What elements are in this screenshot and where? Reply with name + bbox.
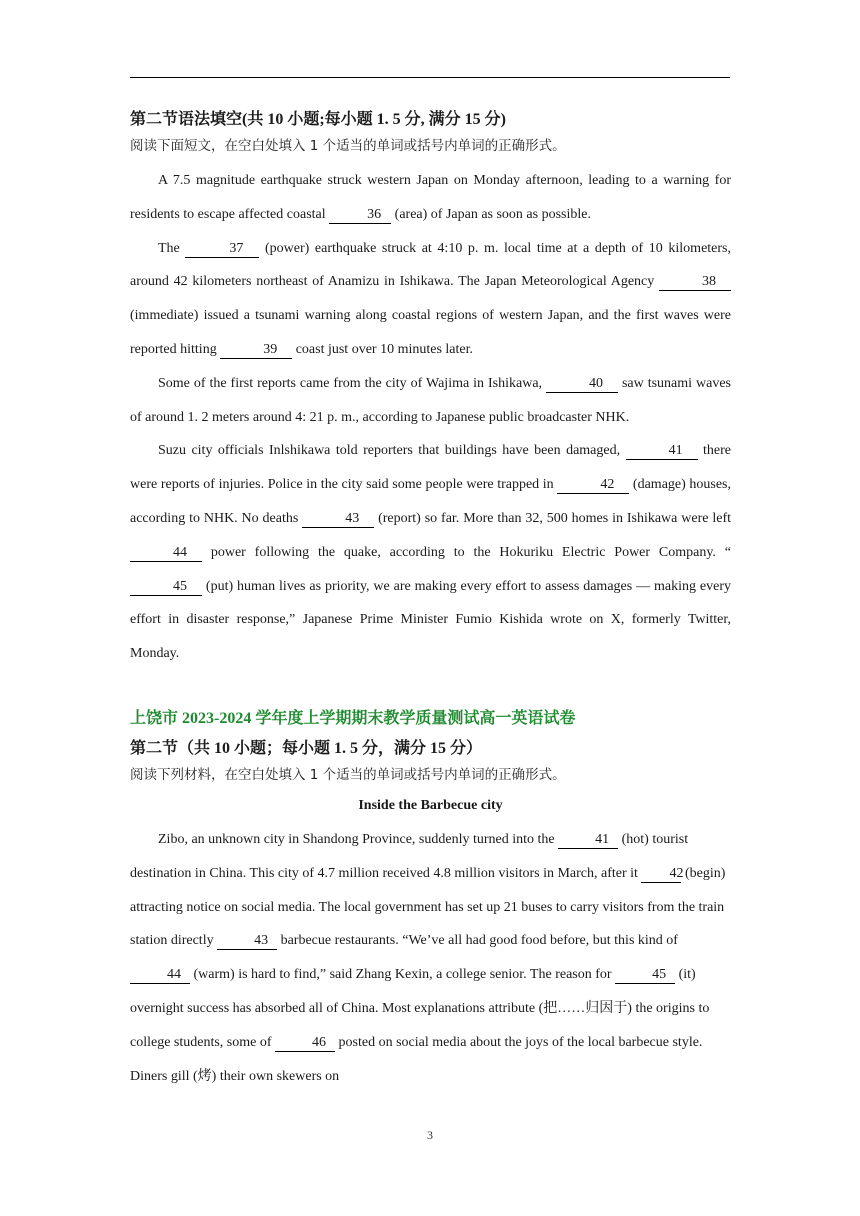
section1-paragraph: [130, 164, 731, 232]
section1-paragraph: [130, 434, 731, 671]
blank-40[interactable]: 40: [546, 376, 618, 393]
blank-46[interactable]: 46: [275, 1035, 335, 1052]
top-rule: [130, 77, 730, 78]
text: Suzu city officials Inlshikawa told reporters that buildings have been damaged,: [158, 443, 626, 459]
text: (immediate) issued a tsunami warning along coastal regions of western Japan, and the first waves were reported hitting: [130, 308, 731, 357]
blank-42[interactable]: 42: [557, 477, 629, 494]
text: there were reports of injuries. Police in the city said some people were trapped in: [130, 443, 731, 493]
text: coast just over 10 minutes later.: [292, 341, 473, 357]
text: (put) human lives as priority, we are making every effort to assess damages — making every effort in disaster response,” Japanese Prime Minister Fumio Kishida wrote on X, formerly Twitter, Monday.: [130, 578, 731, 662]
blank-45[interactable]: 45: [130, 579, 202, 596]
blank-37[interactable]: 37: [185, 241, 259, 258]
passage-title: Inside the Barbecue city: [358, 797, 503, 813]
blank-42[interactable]: 42: [641, 866, 681, 883]
section1-instruction: 阅读下面短文，在空白处填入 1 个适当的单词或括号内单词的正确形式。: [130, 138, 566, 154]
text: posted on social media about the joys of the local barbecue style. Diners gill (烤) their own skewers on: [130, 1034, 703, 1084]
section1-paragraph: [130, 367, 731, 435]
blank-43[interactable]: 43: [302, 511, 374, 528]
section2-paragraph: [130, 823, 731, 1093]
text: power following the quake, according to the Hokuriku Electric Power Company. “: [202, 544, 731, 560]
text: (begin) attracting notice on social media. The local government has set up 21 buses to carry visitors from the train station directly: [130, 865, 726, 949]
text: (damage) houses, according to NHK. No deaths: [130, 477, 732, 526]
page-content: [130, 102, 731, 1093]
text: Zibo, an unknown city in Shandong Province, suddenly turned into the: [158, 831, 559, 847]
section1-title: 第二节语法填空(共 10 小题;每小题 1. 5 分, 满分 15 分): [130, 111, 506, 128]
text: (it) overnight success has absorbed all of China. Most explanations attribute (把……归因于) the origins to college students, some of: [130, 967, 710, 1050]
blank-41[interactable]: 41: [626, 443, 698, 460]
section2-source: 上饶市 2023-2024 学年度上学期期末教学质量测试高一英语试卷: [130, 709, 576, 727]
section2-instruction: 阅读下列材料，在空白处填入 1 个适当的单词或括号内单词的正确形式。: [130, 766, 566, 783]
blank-45[interactable]: 45: [615, 967, 675, 984]
text: A 7.5 magnitude earthquake struck western Japan on Monday afternoon, leading to a warning for residents to escape affected coastal: [130, 173, 731, 222]
blank-44[interactable]: 44: [130, 545, 202, 562]
section1-paragraph: [130, 232, 731, 367]
page-number: 3: [427, 1128, 433, 1142]
text: (warm) is hard to find,” said Zhang Kexin, a college senior. The reason for: [190, 967, 616, 983]
blank-38[interactable]: 38: [659, 274, 731, 291]
text: (power) earthquake struck at 4:10 p. m. local time at a depth of 10 kilometers, around 42 kilometers northeast of Anamizu in Ishikawa. The Japan Meteorological Agency: [130, 240, 731, 290]
text: (area) of Japan as soon as possible.: [391, 206, 591, 222]
blank-39[interactable]: 39: [220, 342, 292, 359]
text: (report) so far. More than 32, 500 homes in Ishikawa were left: [374, 510, 731, 526]
blank-44[interactable]: 44: [130, 967, 190, 984]
blank-36[interactable]: 36: [329, 207, 391, 224]
text: (hot) tourist destination in China. This city of 4.7 million received 4.8 million visitors in March, after it: [130, 831, 689, 881]
section2-title: 第二节（共 10 小题；每小题 1. 5 分，满分 15 分）: [130, 739, 483, 757]
blank-43[interactable]: 43: [217, 933, 277, 950]
text: The: [158, 240, 186, 256]
text: barbecue restaurants. “We’ve all had good food before, but this kind of: [277, 933, 678, 949]
blank-41[interactable]: 41: [558, 832, 618, 849]
text: saw tsunami waves of around 1. 2 meters around 4: 21 p. m., according to Japanese public broadcaster NHK.: [130, 375, 732, 425]
text: Some of the first reports came from the city of Wajima in Ishikawa,: [158, 375, 547, 391]
